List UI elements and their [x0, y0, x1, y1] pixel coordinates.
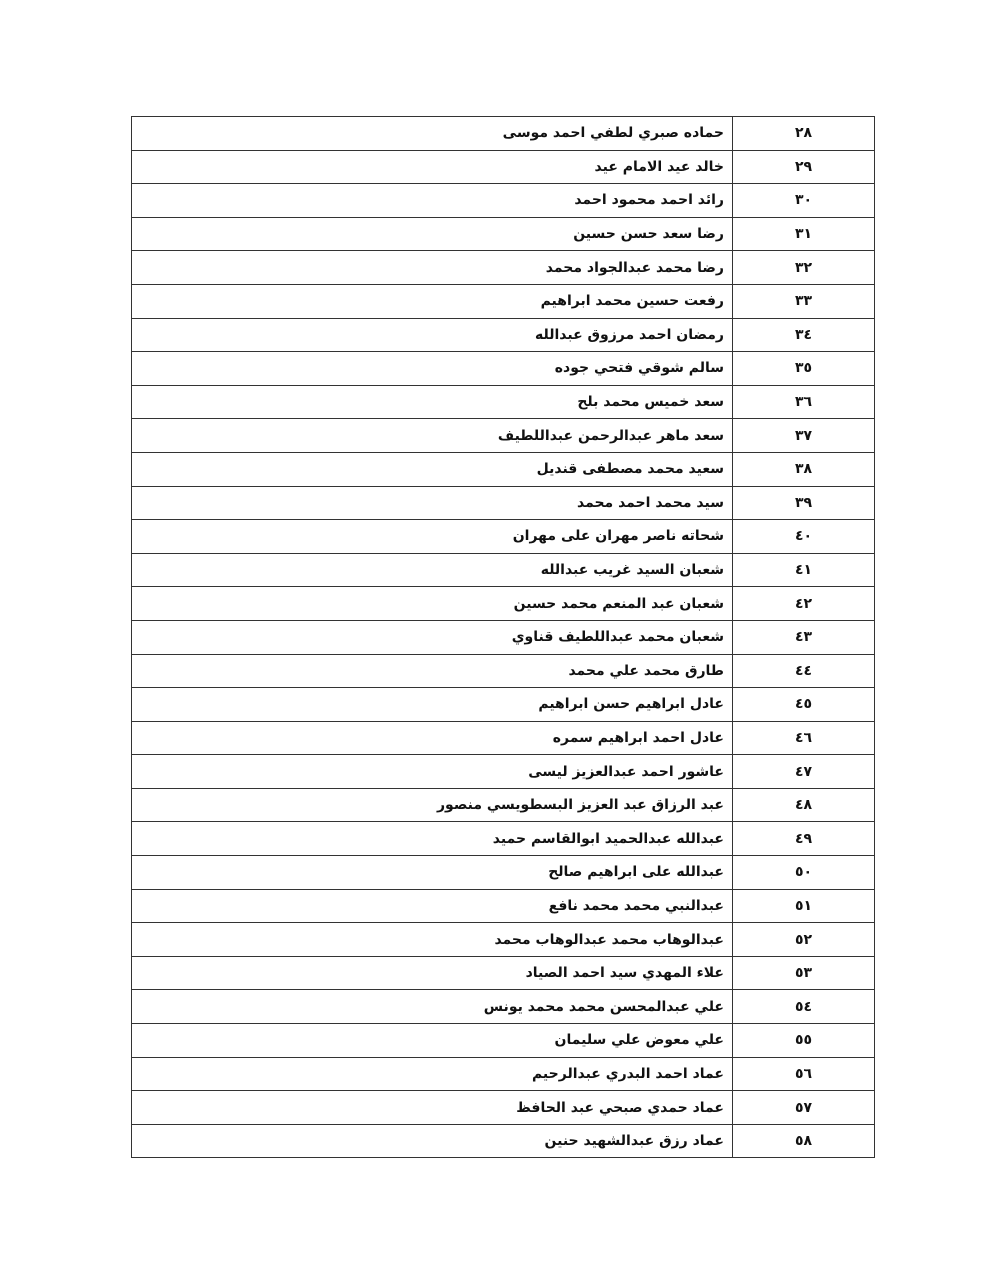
row-number: ٤٤ — [733, 654, 875, 688]
table-row — [132, 587, 875, 621]
table-row — [132, 1091, 875, 1125]
row-name: علي معوض علي سليمان — [132, 1024, 733, 1058]
row-number: ٣٢ — [733, 251, 875, 285]
row-name: شعبان محمد عبداللطيف قناوي — [132, 620, 733, 654]
table-row — [132, 352, 875, 386]
row-name: سعد خميس محمد بلح — [132, 385, 733, 419]
row-name: عبدالنبي محمد محمد نافع — [132, 889, 733, 923]
row-name: سعد ماهر عبدالرحمن عبداللطيف — [132, 419, 733, 453]
table-row — [132, 419, 875, 453]
table-row — [132, 520, 875, 554]
row-name: سيد محمد احمد محمد — [132, 486, 733, 520]
table-row — [132, 889, 875, 923]
row-number: ٣٨ — [733, 452, 875, 486]
table-row — [132, 688, 875, 722]
row-name: عماد حمدي صبحي عبد الحافظ — [132, 1091, 733, 1125]
table-row — [132, 318, 875, 352]
row-name: رمضان احمد مرزوق عبدالله — [132, 318, 733, 352]
row-name: علاء المهدي سيد احمد الصياد — [132, 956, 733, 990]
table-row — [132, 486, 875, 520]
row-name: عبدالوهاب محمد عبدالوهاب محمد — [132, 923, 733, 957]
names-table-body — [132, 117, 875, 1158]
table-row — [132, 184, 875, 218]
row-number: ٥٤ — [733, 990, 875, 1024]
row-number: ٥٣ — [733, 956, 875, 990]
table-row — [132, 217, 875, 251]
row-name: عبدالله على ابراهيم صالح — [132, 856, 733, 890]
row-number: ٥٢ — [733, 923, 875, 957]
row-name: حماده صبري لطفي احمد موسى — [132, 117, 733, 151]
row-name: رضا محمد عبدالجواد محمد — [132, 251, 733, 285]
row-name: طارق محمد علي محمد — [132, 654, 733, 688]
row-name: علي عبدالمحسن محمد محمد يونس — [132, 990, 733, 1024]
row-number: ٤٣ — [733, 620, 875, 654]
row-number: ٣٥ — [733, 352, 875, 386]
row-number: ٢٨ — [733, 117, 875, 151]
table-row — [132, 654, 875, 688]
row-number: ٣٣ — [733, 284, 875, 318]
row-name: عادل احمد ابراهيم سمره — [132, 721, 733, 755]
table-row — [132, 452, 875, 486]
table-row — [132, 117, 875, 151]
row-number: ٤٨ — [733, 788, 875, 822]
table-row — [132, 385, 875, 419]
row-number: ٣٩ — [733, 486, 875, 520]
row-number: ٣٠ — [733, 184, 875, 218]
row-name: عاشور احمد عبدالعزيز ليسى — [132, 755, 733, 789]
row-name: عبد الرزاق عبد العزيز البسطويسي منصور — [132, 788, 733, 822]
names-table — [131, 116, 875, 1158]
row-number: ٣٤ — [733, 318, 875, 352]
row-name: شعبان عبد المنعم محمد حسين — [132, 587, 733, 621]
row-number: ٢٩ — [733, 150, 875, 184]
row-name: رضا سعد حسن حسين — [132, 217, 733, 251]
row-name: خالد عيد الامام عيد — [132, 150, 733, 184]
row-number: ٥٥ — [733, 1024, 875, 1058]
table-row — [132, 822, 875, 856]
row-number: ٣١ — [733, 217, 875, 251]
table-row — [132, 284, 875, 318]
row-name: عبدالله عبدالحميد ابوالقاسم حميد — [132, 822, 733, 856]
table-row — [132, 755, 875, 789]
row-name: شحاته ناصر مهران على مهران — [132, 520, 733, 554]
row-number: ٤٠ — [733, 520, 875, 554]
row-name: شعبان السيد غريب عبدالله — [132, 553, 733, 587]
row-name: عماد رزق عبدالشهيد حنين — [132, 1124, 733, 1158]
table-row — [132, 956, 875, 990]
table-row — [132, 923, 875, 957]
table-row — [132, 856, 875, 890]
table-row — [132, 1024, 875, 1058]
table-row — [132, 553, 875, 587]
row-name: عادل ابراهيم حسن ابراهيم — [132, 688, 733, 722]
row-name: رفعت حسين محمد ابراهيم — [132, 284, 733, 318]
row-number: ٤٩ — [733, 822, 875, 856]
table-row — [132, 1124, 875, 1158]
row-name: سعيد محمد مصطفى قنديل — [132, 452, 733, 486]
row-number: ٤٦ — [733, 721, 875, 755]
row-number: ٥٠ — [733, 856, 875, 890]
row-number: ٣٧ — [733, 419, 875, 453]
row-number: ٥٧ — [733, 1091, 875, 1125]
table-row — [132, 150, 875, 184]
row-number: ٥٨ — [733, 1124, 875, 1158]
row-number: ٤٧ — [733, 755, 875, 789]
row-number: ٣٦ — [733, 385, 875, 419]
row-name: رائد احمد محمود احمد — [132, 184, 733, 218]
row-number: ٤٢ — [733, 587, 875, 621]
table-row — [132, 620, 875, 654]
table-row — [132, 990, 875, 1024]
row-name: عماد احمد البدري عبدالرحيم — [132, 1057, 733, 1091]
table-row — [132, 721, 875, 755]
table-row — [132, 1057, 875, 1091]
row-number: ٥٦ — [733, 1057, 875, 1091]
row-name: سالم شوقي فتحي جوده — [132, 352, 733, 386]
row-number: ٤٥ — [733, 688, 875, 722]
row-number: ٥١ — [733, 889, 875, 923]
table-row — [132, 251, 875, 285]
table-row — [132, 788, 875, 822]
row-number: ٤١ — [733, 553, 875, 587]
